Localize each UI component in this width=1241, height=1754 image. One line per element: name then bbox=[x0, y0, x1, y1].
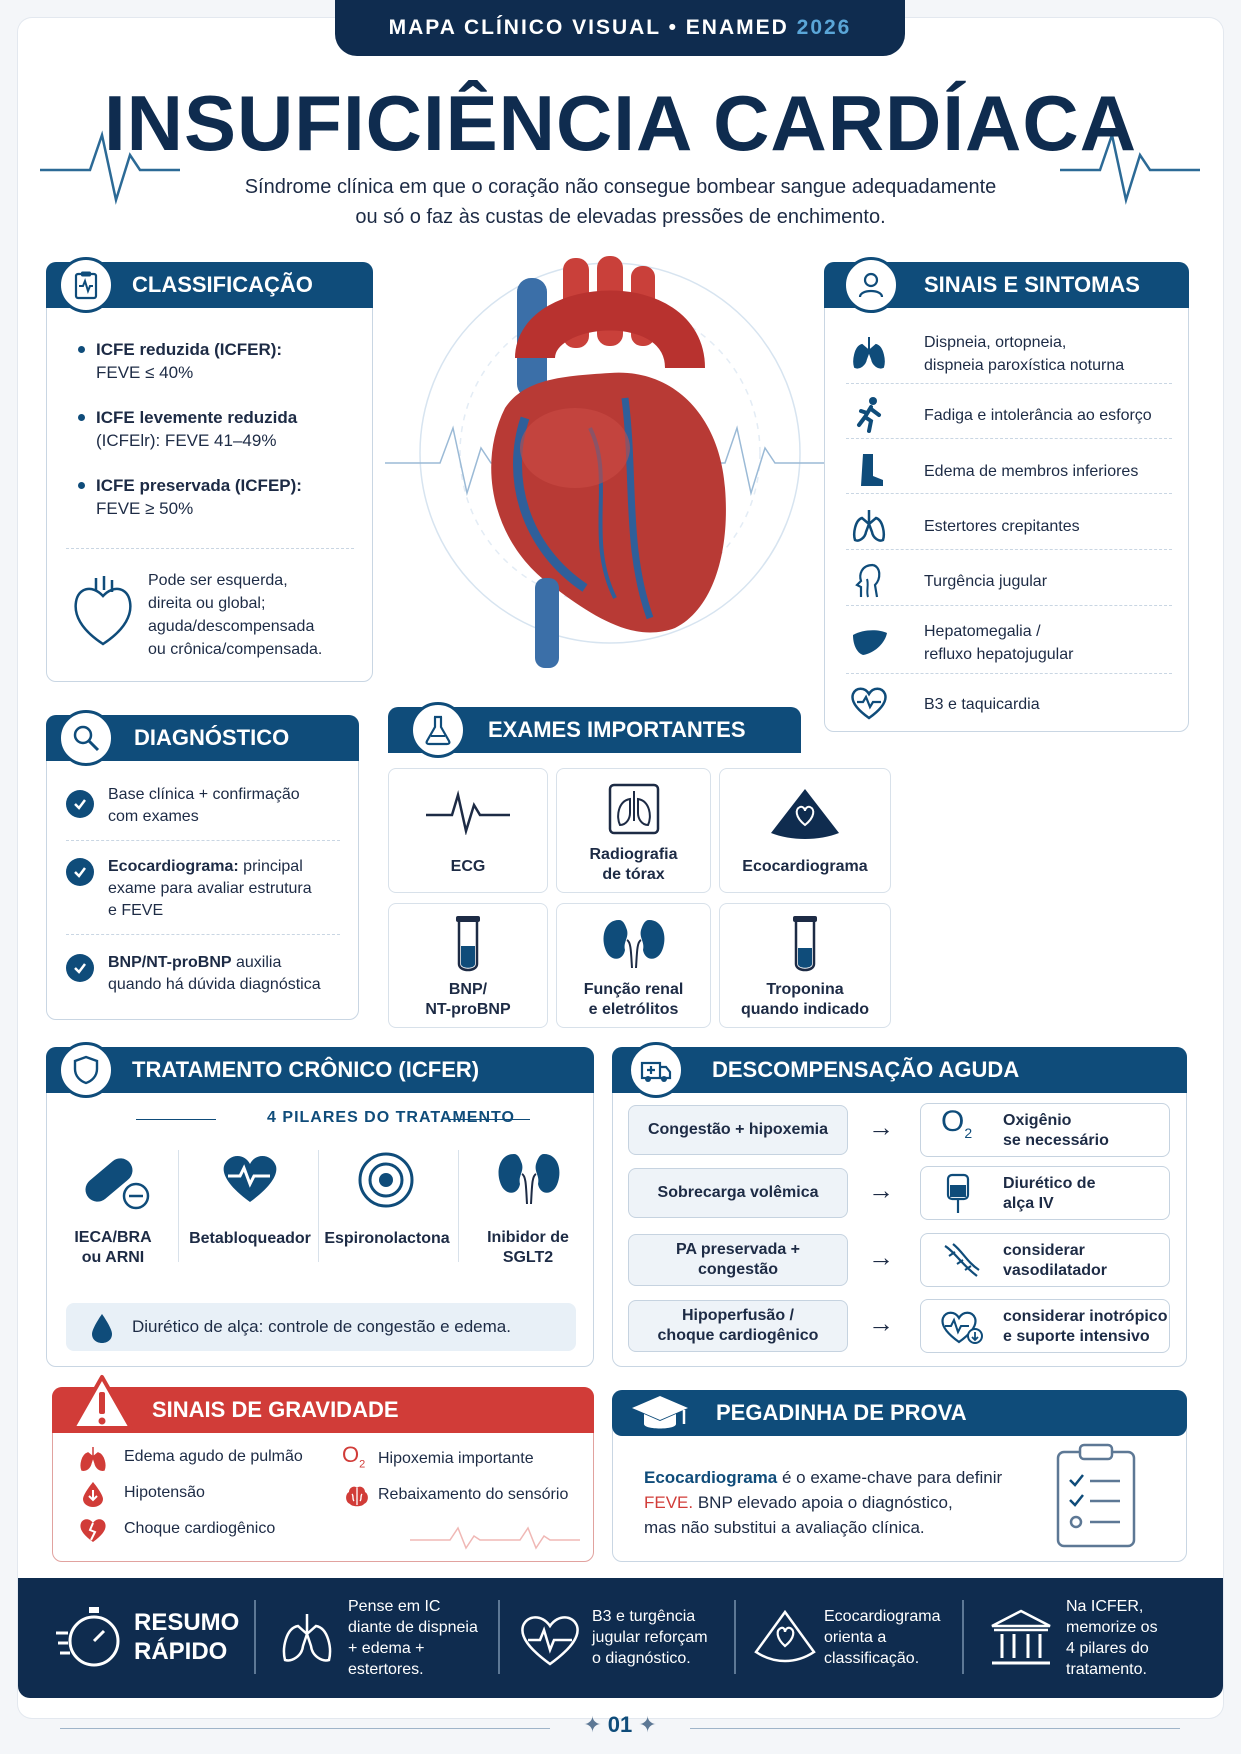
pillars-subtitle: 4 PILARES DO TRATAMENTO bbox=[267, 1109, 515, 1126]
ambulance-icon bbox=[628, 1042, 684, 1098]
aguda-title: DESCOMPENSAÇÃO AGUDA bbox=[712, 1057, 1020, 1082]
banner-text: MAPA CLÍNICO VISUAL • ENAMED bbox=[388, 16, 789, 39]
pillar-4-label: Inibidor de SGLT2 bbox=[487, 1229, 569, 1266]
diagnostico-item-3: BNP/NT-proBNP auxilia quando há dúvida diagnóstica bbox=[108, 954, 321, 993]
page-subtitle bbox=[0, 172, 1241, 232]
pegadinha-title: PEGADINHA DE PROVA bbox=[716, 1400, 967, 1425]
aguda-header bbox=[612, 1047, 1187, 1093]
heart-illustration bbox=[385, 248, 835, 678]
classificacao-title: CLASSIFICAÇÃO bbox=[132, 272, 313, 297]
shield-icon bbox=[58, 1042, 114, 1098]
arrow-icon: → bbox=[868, 1112, 894, 1142]
magnifier-icon bbox=[58, 710, 114, 766]
aguda-situation-1: Congestão + hipoxemia bbox=[628, 1105, 848, 1155]
test-tube-icon bbox=[787, 914, 823, 976]
cronico-title: TRATAMENTO CRÔNICO (ICFER) bbox=[132, 1057, 480, 1082]
ecg-decoration-icon bbox=[410, 1522, 580, 1552]
pillar-separator bbox=[318, 1150, 319, 1262]
graduation-cap-icon bbox=[630, 1392, 690, 1436]
divider bbox=[846, 549, 1172, 550]
oxygen-icon: $O_2$ bbox=[342, 1442, 366, 1471]
stopwatch-icon bbox=[54, 1603, 124, 1673]
page-rule-right bbox=[690, 1728, 1180, 1729]
cronico-header bbox=[46, 1047, 594, 1093]
sinais-item-2: Fadiga e intolerância ao esforço bbox=[924, 407, 1152, 424]
divider bbox=[66, 934, 340, 935]
pillars-building-icon bbox=[988, 1608, 1054, 1670]
sinais-item-6: Hepatomegalia / refluxo hepatojugular bbox=[924, 623, 1074, 663]
aguda-action-4: considerar inotrópico e suporte intensivo bbox=[920, 1299, 1170, 1353]
exam-tile-troponina bbox=[719, 903, 891, 1028]
divider bbox=[846, 438, 1172, 439]
top-banner bbox=[335, 0, 905, 56]
exam-tile-bnp bbox=[388, 903, 548, 1028]
xray-icon bbox=[606, 781, 662, 837]
exam-tile-xray bbox=[556, 768, 711, 893]
arrow-icon: → bbox=[868, 1175, 894, 1205]
drop-icon bbox=[90, 1312, 114, 1344]
resumo-item-1: Pense em IC diante de dispneia + edema + estertores. bbox=[348, 1598, 478, 1678]
page-rule-left bbox=[60, 1728, 550, 1729]
lungs-icon bbox=[846, 503, 892, 549]
test-tube-icon bbox=[450, 914, 486, 976]
pillar-1-label: IECA/BRA ou ARNI bbox=[74, 1229, 152, 1266]
sinais-item-4: Estertores crepitantes bbox=[924, 518, 1080, 535]
gravidade-item-4: Hipoxemia importante bbox=[378, 1450, 534, 1467]
sinais-item-7: B3 e taquicardia bbox=[924, 696, 1040, 713]
oxygen-icon: $O_2$ bbox=[941, 1105, 973, 1141]
warning-icon bbox=[70, 1374, 134, 1432]
subtitle-rule-right bbox=[450, 1119, 530, 1120]
diuretic-text: Diurético de alça: controle de congestão e edema. bbox=[132, 1317, 511, 1336]
exam-tile-echo bbox=[719, 768, 891, 893]
pegadinha-text: Ecocardiograma é o exame-chave para definir FEVE. BNP elevado apoia o diagnóstico, mas não substitui a avaliação clínica. bbox=[644, 1468, 1003, 1537]
footer-separator bbox=[254, 1600, 256, 1674]
aguda-action-1: $O_2$ Oxigênio se necessário bbox=[920, 1103, 1170, 1157]
classificacao-item-1: ICFE reduzida (ICFER): FEVE ≤ 40% bbox=[96, 340, 283, 382]
flask-icon bbox=[410, 702, 466, 758]
pegadinha-header bbox=[612, 1390, 1187, 1436]
bullet bbox=[78, 414, 85, 421]
resumo-title: RESUMO RÁPIDO bbox=[134, 1609, 240, 1665]
kidneys-icon bbox=[494, 1150, 564, 1206]
pill-icon bbox=[78, 1150, 150, 1212]
sinais-item-3: Edema de membros inferiores bbox=[924, 463, 1139, 480]
lungs-icon bbox=[78, 1445, 108, 1473]
target-icon bbox=[356, 1150, 416, 1210]
arrow-icon: → bbox=[868, 1242, 894, 1272]
exam-tile-ecg bbox=[388, 768, 548, 893]
resumo-item-3: Ecocardiograma orienta a classificação. bbox=[824, 1608, 941, 1667]
resumo-item-4: Na ICFER, memorize os 4 pilares do tratamento. bbox=[1066, 1598, 1158, 1678]
brain-icon bbox=[344, 1484, 370, 1508]
running-person-icon bbox=[846, 392, 892, 438]
classificacao-item-3: ICFE preservada (ICFEP): FEVE ≥ 50% bbox=[96, 476, 302, 518]
exames-title: EXAMES IMPORTANTES bbox=[488, 717, 746, 742]
divider bbox=[846, 673, 1172, 674]
exam-label: BNP/ NT-proBNP bbox=[425, 981, 511, 1018]
pillar-3-label: Espironolactona bbox=[324, 1230, 450, 1247]
gravidade-item-3: Choque cardiogênico bbox=[124, 1520, 276, 1537]
person-icon bbox=[843, 257, 899, 313]
pressure-drop-icon bbox=[80, 1480, 106, 1508]
pillar-2-label: Betabloqueador bbox=[189, 1230, 311, 1247]
exam-tile-renal bbox=[556, 903, 711, 1028]
aguda-situation-2: Sobrecarga volêmica bbox=[628, 1168, 848, 1218]
echo-icon bbox=[767, 785, 843, 841]
gravidade-title: SINAIS DE GRAVIDADE bbox=[152, 1397, 399, 1422]
footer-separator bbox=[498, 1600, 500, 1674]
exam-label: Radiografia de tórax bbox=[589, 846, 678, 883]
check-icon bbox=[66, 858, 94, 886]
heart-outline-icon bbox=[70, 574, 136, 650]
ecg-icon bbox=[426, 787, 510, 835]
iv-bag-icon bbox=[943, 1173, 973, 1215]
arrow-icon: → bbox=[868, 1308, 894, 1338]
bullet bbox=[78, 482, 85, 489]
page-number: ✦ 01 ✦ bbox=[583, 1712, 657, 1737]
lungs-icon bbox=[276, 1610, 338, 1668]
checklist-icon bbox=[1052, 1442, 1140, 1550]
diagnostico-title: DIAGNÓSTICO bbox=[134, 725, 290, 750]
footer-separator bbox=[734, 1600, 736, 1674]
diagnostico-item-2: Ecocardiograma: principal exame para avaliar estrutura e FEVE bbox=[108, 858, 312, 919]
neck-vein-icon bbox=[846, 558, 892, 604]
aguda-situation-4: Hipoperfusão / choque cardiogênico bbox=[628, 1300, 848, 1352]
heart-pulse-icon bbox=[518, 1612, 582, 1668]
exam-label: Troponina quando indicado bbox=[741, 981, 869, 1018]
echo-icon bbox=[752, 1608, 818, 1668]
banner-year: 2026 bbox=[796, 16, 852, 39]
leg-icon bbox=[846, 447, 892, 493]
vessel-icon bbox=[941, 1242, 981, 1280]
divider bbox=[66, 548, 354, 549]
exam-label: Função renal e eletrólitos bbox=[583, 981, 684, 1018]
sinais-item-5: Turgência jugular bbox=[924, 573, 1048, 590]
sinais-item-1: Dispneia, ortopneia, dispneia paroxística noturna bbox=[924, 334, 1125, 374]
aguda-situation-3: PA preservada + congestão bbox=[628, 1234, 848, 1286]
footer-separator bbox=[962, 1600, 964, 1674]
pillar-separator bbox=[178, 1150, 179, 1262]
heart-icon bbox=[220, 1150, 280, 1206]
diagnostico-item-1: Base clínica + confirmação com exames bbox=[108, 786, 300, 825]
gravidade-item-5: Rebaixamento do sensório bbox=[378, 1486, 569, 1503]
divider bbox=[66, 840, 340, 841]
subtitle-line-1: Síndrome clínica em que o coração não consegue bombear sangue adequadamente bbox=[244, 176, 997, 198]
divider bbox=[846, 493, 1172, 494]
check-icon bbox=[66, 790, 94, 818]
divider bbox=[846, 383, 1172, 384]
classificacao-note: Pode ser esquerda, direita ou global; aguda/descompensada ou crônica/compensada. bbox=[148, 572, 323, 658]
gravidade-item-2: Hipotensão bbox=[124, 1484, 205, 1501]
lungs-icon bbox=[846, 330, 892, 376]
subtitle-line-2: ou só o faz às custas de elevadas pressões de enchimento. bbox=[355, 206, 886, 228]
bullet bbox=[78, 346, 85, 353]
heart-monitor-icon bbox=[939, 1308, 985, 1346]
gravidade-item-1: Edema agudo de pulmão bbox=[124, 1448, 303, 1465]
liver-icon bbox=[846, 620, 892, 666]
exam-label: ECG bbox=[450, 858, 486, 875]
broken-heart-icon bbox=[78, 1516, 108, 1544]
heart-pulse-icon bbox=[846, 680, 892, 726]
clipboard-icon bbox=[58, 257, 114, 313]
divider bbox=[846, 605, 1172, 606]
sinais-title: SINAIS E SINTOMAS bbox=[924, 272, 1140, 297]
pillar-separator bbox=[458, 1150, 459, 1262]
page-title: INSUFICIÊNCIA CARDÍACA bbox=[103, 79, 1138, 167]
classificacao-item-2: ICFE levemente reduzida (ICFElr): FEVE 41–49% bbox=[96, 408, 298, 450]
aguda-action-3: considerar vasodilatador bbox=[920, 1233, 1170, 1287]
check-icon bbox=[66, 954, 94, 982]
resumo-item-2: B3 e turgência jugular reforçam o diagnóstico. bbox=[592, 1608, 708, 1667]
exam-label: Ecocardiograma bbox=[742, 858, 868, 875]
aguda-action-2: Diurético de alça IV bbox=[920, 1166, 1170, 1220]
kidneys-icon bbox=[599, 916, 669, 970]
